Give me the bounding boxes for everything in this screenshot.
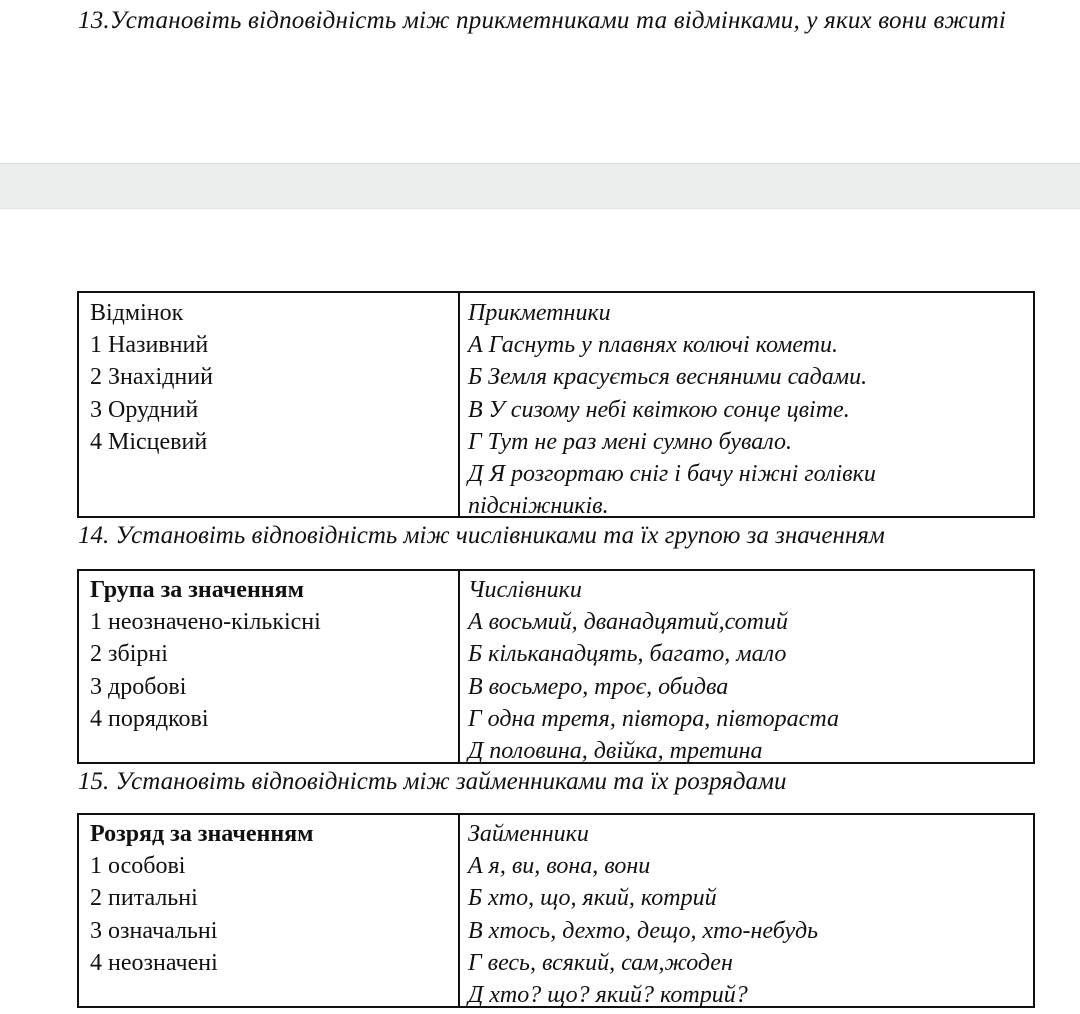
list-item: 1 Називний — [90, 332, 209, 359]
list-item: А Гаснуть у плавнях колючі комети. — [468, 332, 839, 359]
column-header: Займенники — [468, 821, 589, 847]
list-item: Б хто, що, який, котрий — [468, 885, 717, 912]
question-14-title: 14. Установіть відповідність між числівниками та їх групою за значенням — [78, 522, 885, 549]
list-item: 4 Місцевий — [90, 428, 208, 455]
list-item: В У сизому небі квіткою сонце цвіте. — [468, 396, 850, 423]
question-14-table — [77, 569, 1035, 764]
list-item: Г весь, всякий, сам,жоден — [468, 949, 733, 976]
list-item: Г одна третя, півтора, півтораста — [468, 705, 839, 732]
list-item: 1 неозначено-кількісні — [90, 609, 321, 636]
list-item: 2 Знахідний — [90, 364, 213, 391]
list-item: 1 особові — [90, 853, 186, 880]
list-item: Г Тут не раз мені сумно бувало. — [468, 428, 793, 455]
category-column — [79, 815, 460, 1006]
list-item: 3 Орудний — [90, 396, 199, 423]
list-item: 3 дробові — [90, 673, 187, 700]
page-break-gap — [0, 163, 1080, 209]
list-item: Б Земля красується весняними садами. — [468, 364, 868, 391]
list-item: Д Я розгортаю сніг і бачу ніжні голівки — [468, 461, 876, 488]
column-header: Розряд за значенням — [90, 821, 314, 847]
pronouns-column — [460, 815, 1033, 1009]
case-column — [79, 293, 460, 516]
column-header: Числівники — [468, 577, 582, 603]
list-item: 3 означальні — [90, 917, 218, 944]
list-item: Д половина, двійка, третина — [468, 738, 763, 765]
question-15-table — [77, 813, 1035, 1008]
list-item: В восьмеро, троє, обидва — [468, 673, 729, 700]
column-header: Відмінок — [90, 300, 184, 326]
list-item: А я, ви, вона, вони — [468, 853, 651, 880]
list-item: 4 неозначені — [90, 949, 218, 976]
column-header: Прикметники — [468, 300, 611, 326]
list-item: Б кільканадцять, багато, мало — [468, 641, 787, 668]
list-item: А восьмий, дванадцятий,сотий — [468, 609, 788, 636]
list-item: Д хто? що? який? котрий? — [468, 982, 748, 1009]
group-column — [79, 571, 460, 762]
list-item: підсніжників. — [468, 493, 609, 520]
question-13-table — [77, 291, 1035, 518]
column-header: Група за значенням — [90, 577, 304, 603]
question-13-title: 13.Установіть відповідність між прикметниками та відмінками, у яких вони вжиті — [78, 7, 1007, 34]
list-item: В хтось, дехто, дещо, хто-небудь — [468, 917, 819, 944]
list-item: 2 збірні — [90, 641, 168, 668]
list-item: 4 порядкові — [90, 705, 209, 732]
question-15-title: 15. Установіть відповідність між займенниками та їх розрядами — [78, 768, 787, 795]
numerals-column — [460, 571, 1033, 765]
adjectives-column — [460, 293, 1033, 520]
list-item: 2 питальні — [90, 885, 198, 912]
